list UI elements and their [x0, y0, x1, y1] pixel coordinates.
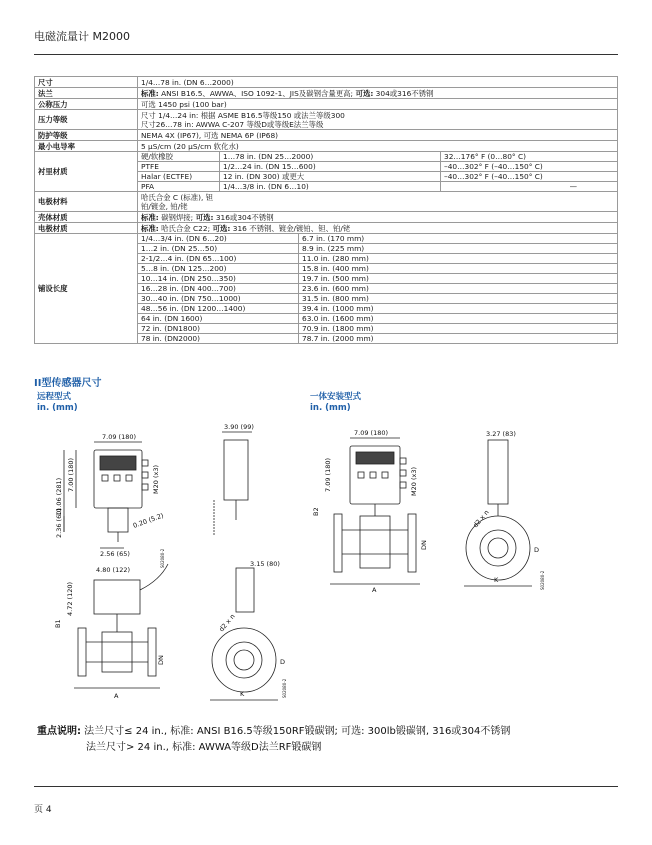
note-text-1: 法兰尺寸≤ 24 in., 标准: ANSI B16.5等级150RF锻碳钢; 可选: 300lb锻碳钢, 316或304不锈钢 — [81, 726, 511, 737]
length-label: 铺设长度 — [35, 234, 138, 344]
remote-transmitter-side — [214, 432, 252, 536]
dim-a-integral: A — [372, 586, 377, 594]
remote-heading — [37, 392, 78, 414]
flange-opt-key: 可选: — [353, 88, 374, 98]
electrode-label: 电极材料 — [35, 192, 138, 212]
flange-std-value: ANSI B16.5、AWWA、ISO 1092-1、JIS及碳钢含量更高; — [158, 88, 354, 98]
length-subtable — [138, 234, 617, 343]
section-title: II型传感器尺寸 — [34, 378, 102, 389]
electrode-cable-std-value: 哈氏合金 C22; — [158, 223, 211, 233]
table-row — [138, 234, 617, 244]
pressure-nominal-value: 可选 1450 psi (100 bar) — [138, 99, 618, 110]
dim-d-integral: D — [534, 546, 540, 554]
dim-1106: 11.06 (281) — [55, 477, 63, 516]
liner-label: 衬里材质 — [35, 152, 138, 192]
length-value: 19.7 in. (500 mm) — [299, 274, 618, 284]
length-size: 10…14 in. (DN 250…350) — [138, 274, 299, 284]
pressure-class-value — [138, 110, 618, 130]
liner-temp: –40…302° F (–40…150° C) — [441, 162, 618, 172]
dim-700: 7.00 (180) — [67, 457, 75, 492]
liner-material: Halar (ECTFE) — [138, 172, 220, 182]
length-value: 23.6 in. (600 mm) — [299, 284, 618, 294]
size-label: 尺寸 — [35, 77, 138, 88]
dim-k-integral: K — [494, 576, 499, 584]
length-value: 11.0 in. (280 mm) — [299, 254, 618, 264]
integral-end — [464, 440, 532, 586]
note-key: 重点说明: — [37, 726, 81, 737]
integral-unit: in. (mm) — [310, 403, 351, 413]
length-size: 5…8 in. (DN 125…200) — [138, 264, 299, 274]
length-value: 31.5 in. (800 mm) — [299, 294, 618, 304]
liner-subtable — [138, 152, 617, 191]
flange-std-key: 标准: — [141, 88, 159, 98]
remote-sensor-side — [74, 564, 168, 688]
table-row — [138, 284, 617, 294]
dim-472: 4.72 (120) — [66, 581, 74, 616]
table-row — [138, 182, 617, 192]
dim-b2: B2 — [312, 507, 320, 516]
length-value: 63.0 in. (1600 mm) — [299, 314, 618, 324]
length-value: 39.4 in. (1000 mm) — [299, 304, 618, 314]
spec-table — [34, 76, 618, 344]
liner-material: PFA — [138, 182, 220, 192]
pressure-class-line1: 尺寸 1/4…24 in: 根据 ASME B16.5等级150 或法兰等级300 — [141, 110, 345, 120]
table-row — [138, 274, 617, 284]
protection-label: 防护等级 — [35, 130, 138, 141]
ref-code-3: S02080-2 — [160, 548, 165, 568]
length-value: 6.7 in. (170 mm) — [299, 234, 618, 244]
table-row — [138, 264, 617, 274]
dim-d2xn-remote: d2 x n — [217, 612, 237, 634]
housing-label: 壳体材质 — [35, 212, 138, 223]
electrode-cable-label: 电极材质 — [35, 223, 138, 234]
integral-heading — [310, 392, 361, 414]
conductivity-value: 5 μS/cm (20 μS/cm 软化水) — [138, 141, 618, 152]
table-row — [138, 334, 617, 344]
length-size: 30…40 in. (DN 750…1000) — [138, 294, 299, 304]
length-size: 72 in. (DN1800) — [138, 324, 299, 334]
dimension-drawings — [34, 420, 618, 710]
dim-int-709: 7.09 (180) — [354, 429, 389, 437]
dim-327: 3.27 (83) — [486, 430, 516, 438]
dim-m20-remote: M20 (x3) — [152, 465, 160, 494]
pressure-class-line2: 尺寸26…78 in: AWWA C-207 等级D或等级E法兰等级 — [141, 119, 324, 129]
remote-transmitter-front — [64, 442, 148, 548]
dim-020: 0.20 (5.2) — [131, 511, 165, 530]
pressure-nominal-label: 公称压力 — [35, 99, 138, 110]
dim-b1: B1 — [54, 619, 62, 628]
liner-temp: — — [441, 182, 618, 192]
electrode-line2: 铂/镀金, 铂/铑 — [141, 201, 188, 211]
dim-315: 3.15 (80) — [250, 560, 280, 568]
table-row — [138, 244, 617, 254]
length-value: 70.9 in. (1800 mm) — [299, 324, 618, 334]
dim-256: 2.56 (65) — [100, 550, 130, 558]
dim-390: 3.90 (99) — [224, 423, 254, 431]
length-size: 1/4…3/4 in. (DN 6…20) — [141, 234, 227, 243]
dim-236: 2.36 (60) — [55, 508, 63, 538]
remote-sensor-end — [210, 568, 278, 700]
integral-front — [330, 438, 420, 584]
protection-value: NEMA 4X (IP67), 可选 NEMA 6P (IP68) — [138, 130, 618, 141]
length-size: 16…28 in. (DN 400…700) — [138, 284, 299, 294]
table-row — [138, 172, 617, 182]
housing-opt-value: 316或304不锈钢 — [213, 212, 274, 222]
flange-opt-value: 304或316不锈钢 — [373, 88, 434, 98]
length-size: 64 in. (DN 1600) — [138, 314, 299, 324]
dim-a-remote: A — [114, 692, 119, 700]
electrode-cable-std-key: 标准: — [141, 223, 159, 233]
table-row — [138, 324, 617, 334]
liner-size: 1…78 in. (DN 25…2000) — [220, 152, 441, 162]
ref-code-2: S02080-2 — [540, 570, 545, 590]
liner-material: PTFE — [138, 162, 220, 172]
integral-title: 一体安装型式 — [310, 392, 362, 402]
dim-m20-integral: M20 (x3) — [410, 467, 418, 496]
remote-unit: in. (mm) — [37, 403, 78, 413]
table-row — [138, 294, 617, 304]
length-value: 15.8 in. (400 mm) — [299, 264, 618, 274]
dim-dn-integral: DN — [420, 540, 428, 550]
dim-480: 4.80 (122) — [96, 566, 131, 574]
electrode-cable-opt-key: 可选: — [210, 223, 231, 233]
length-size: 48…56 in. (DN 1200…1400) — [138, 304, 299, 314]
note-line-2: 法兰尺寸> 24 in., 标准: AWWA等级D法兰RF锻碳钢 — [86, 742, 322, 753]
size-value: 1/4…78 in. (DN 6…2000) — [138, 77, 618, 88]
length-value: 8.9 in. (225 mm) — [299, 244, 618, 254]
table-row — [138, 304, 617, 314]
electrode-cable-opt-value: 316 不锈钢、镀金/镀铂、钽、铂/铑 — [230, 223, 351, 233]
electrode-cable-value — [138, 223, 618, 234]
page-header-title: 电磁流量计 M2000 — [34, 30, 130, 43]
table-row — [138, 314, 617, 324]
liner-size: 1/2…24 in. (DN 15…600) — [220, 162, 441, 172]
dim-709-remote: 7.09 (180) — [102, 433, 137, 441]
dim-int-709v: 7.09 (180) — [324, 457, 332, 492]
header-rule — [34, 54, 618, 55]
footer-rule — [34, 786, 618, 787]
remote-title: 远程型式 — [37, 392, 72, 402]
liner-temp: 32…176° F (0…80° C) — [441, 152, 618, 162]
flange-value — [138, 88, 618, 99]
liner-material: 硬/软橡胶 — [141, 152, 174, 161]
dim-k-remote: K — [240, 690, 245, 698]
length-size: 2-1/2…4 in. (DN 65…100) — [138, 254, 299, 264]
length-size: 1…2 in. (DN 25…50) — [138, 244, 299, 254]
length-value: 78.7 in. (2000 mm) — [299, 334, 618, 344]
table-row — [138, 254, 617, 264]
conductivity-label: 最小电导率 — [35, 141, 138, 152]
electrode-line1: 哈氏合金 C (标准), 钽 — [141, 192, 214, 202]
dim-dn-remote: DN — [157, 655, 165, 665]
dim-d2xn-integral: d2 x n — [471, 508, 491, 530]
electrode-value — [138, 192, 618, 212]
footer-page: 页 4 — [34, 805, 52, 815]
note-line-1 — [37, 722, 510, 737]
table-row — [138, 152, 617, 162]
flange-label: 法兰 — [35, 88, 138, 99]
ref-code-1: S02080-2 — [282, 678, 287, 698]
liner-size: 12 in. (DN 300) 或更大 — [220, 172, 441, 182]
housing-opt-key: 可选: — [193, 212, 214, 222]
housing-std-value: 碳钢焊接; — [158, 212, 194, 222]
housing-std-key: 标准: — [141, 212, 159, 222]
length-size: 78 in. (DN2000) — [138, 334, 299, 344]
pressure-class-label: 压力等级 — [35, 110, 138, 130]
liner-temp: –40…302° F (–40…150° C) — [441, 172, 618, 182]
housing-value — [138, 212, 618, 223]
dim-d-remote: D — [280, 658, 286, 666]
liner-size: 1/4…3/8 in. (DN 6…10) — [220, 182, 441, 192]
table-row — [138, 162, 617, 172]
